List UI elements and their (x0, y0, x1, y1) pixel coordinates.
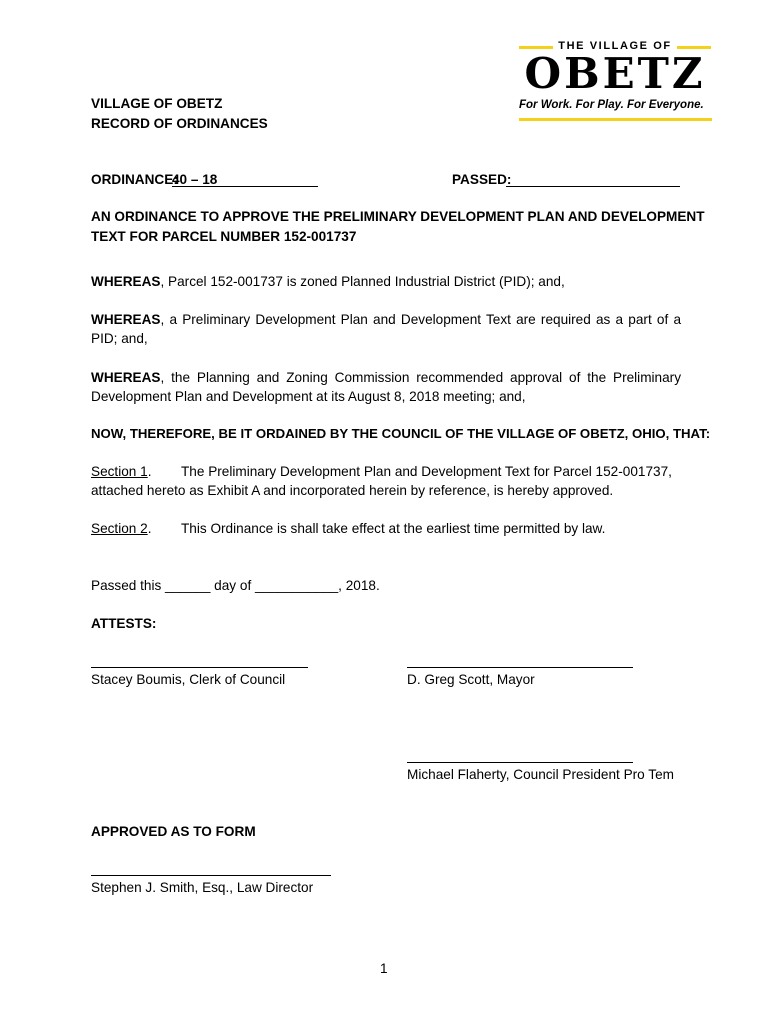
section-1-dot: . (147, 464, 152, 479)
section-1-label: Section 1 (91, 464, 148, 479)
logo-underbar (519, 118, 712, 121)
header-village: VILLAGE OF OBETZ (91, 96, 223, 111)
passed-label: PASSED: (452, 172, 512, 187)
ordained-statement: NOW, THEREFORE, BE IT ORDAINED BY THE COUNCIL OF THE VILLAGE OF OBETZ, OHIO, THAT: (91, 426, 711, 441)
ordinance-number: 40 – 18 (172, 172, 218, 187)
page-number: 1 (380, 961, 388, 976)
section-2-label: Section 2 (91, 521, 148, 536)
whereas-lead: WHEREAS (91, 274, 161, 289)
clerk-name: Stacey Boumis, Clerk of Council (91, 672, 286, 687)
village-logo (517, 40, 713, 124)
logo-tagline: For Work. For Play. For Everyone. (519, 99, 704, 111)
law-director-name: Stephen J. Smith, Esq., Law Director (91, 880, 314, 895)
whereas-text: , a Preliminary Development Plan and Development Text are required as a part of a PID; and, (91, 312, 681, 346)
section-1-label-wrap (91, 463, 151, 481)
whereas-text: , the Planning and Zoning Commission recommended approval of the Preliminary Development Plan and Development at its August 8, 2018 meeting; and, (91, 370, 681, 404)
section-2-label-wrap (91, 520, 151, 538)
section-1-line1: The Preliminary Development Plan and Development Text for Parcel 152-001737, (181, 464, 672, 479)
ordinance-title-line1: AN ORDINANCE TO APPROVE THE PRELIMINARY DEVELOPMENT PLAN AND DEVELOPMENT (91, 209, 705, 224)
president-signature-line (407, 762, 633, 763)
clerk-signature-line (91, 667, 308, 668)
mayor-name: D. Greg Scott, Mayor (407, 672, 535, 687)
whereas-lead: WHEREAS (91, 370, 161, 385)
ordinance-title-line2: TEXT FOR PARCEL NUMBER 152-001737 (91, 229, 357, 244)
president-name: Michael Flaherty, Council President Pro Tem (407, 767, 674, 782)
approved-as-to-form-heading: APPROVED AS TO FORM (91, 824, 256, 839)
mayor-signature-line (407, 667, 633, 668)
whereas-lead: WHEREAS (91, 312, 161, 327)
whereas-text: , Parcel 152-001737 is zoned Planned Industrial District (PID); and, (160, 274, 565, 289)
passed-date-line (506, 186, 680, 187)
section-2-dot: . (147, 521, 152, 536)
whereas-clause-1 (91, 272, 681, 291)
logo-name: OBETZ (524, 49, 706, 98)
section-1-line2: attached hereto as Exhibit A and incorporated herein by reference, is hereby approved. (91, 483, 614, 498)
logo-top-text: THE VILLAGE OF (558, 40, 672, 52)
whereas-clause-2 (91, 310, 681, 348)
header-record: RECORD OF ORDINANCES (91, 116, 268, 131)
law-director-signature-line (91, 875, 331, 876)
whereas-clause-3 (91, 368, 681, 406)
passed-this-line: Passed this ______ day of ___________, 2018. (91, 578, 380, 593)
section-2-line1: This Ordinance is shall take effect at the earliest time permitted by law. (181, 521, 606, 536)
attests-heading: ATTESTS: (91, 616, 157, 631)
ordinance-label: ORDINANCE: (91, 172, 178, 187)
ordinance-number-underline (172, 186, 318, 187)
